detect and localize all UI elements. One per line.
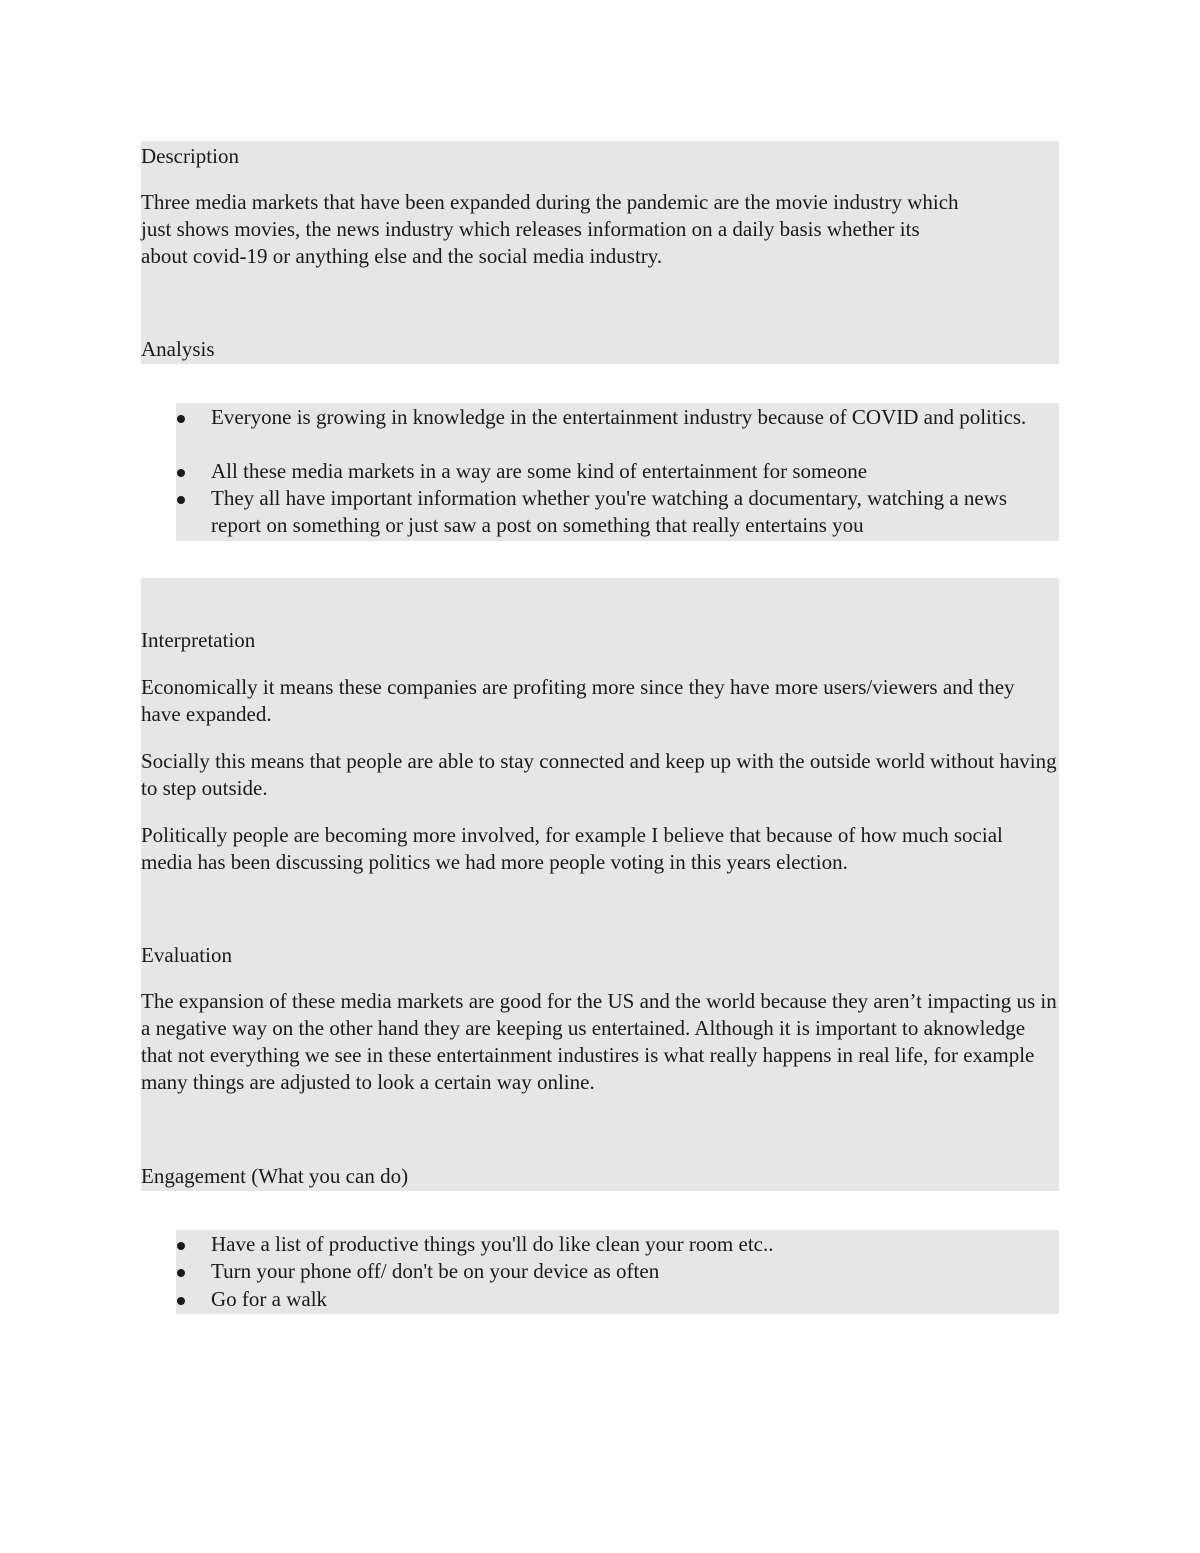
description-line: Three media markets that have been expanded during the pandemic are the movie industry which: [141, 190, 959, 214]
bullet-icon: [177, 496, 185, 504]
interpretation-heading: Interpretation: [141, 628, 256, 652]
bullet-icon: [177, 469, 185, 477]
analysis-heading: Analysis: [141, 337, 215, 361]
description-heading: Description: [141, 144, 239, 168]
interpretation-paragraph: Politically people are becoming more involved, for example I believe that because of how much social media has been discussing politics we had more people voting in this years election.: [141, 823, 1003, 874]
interpretation-evaluation-background: [141, 578, 1059, 1191]
evaluation-heading: Evaluation: [141, 943, 232, 967]
bullet-icon: [177, 415, 185, 423]
interpretation-paragraph: Economically it means these companies are profiting more since they have more users/viewers and they have expanded.: [141, 675, 1015, 726]
bullet-icon: [177, 1242, 185, 1250]
bullet-icon: [177, 1297, 185, 1305]
analysis-list-item: All these media markets in a way are some kind of entertainment for someone: [211, 459, 868, 483]
analysis-list-item: They all have important information whether you're watching a documentary, watching a news report on something or just saw a post on something that really entertains you: [211, 486, 1008, 537]
engagement-heading: Engagement (What you can do): [141, 1164, 409, 1188]
description-line: about covid-19 or anything else and the social media industry.: [141, 244, 663, 268]
engagement-list-item: Have a list of productive things you'll do like clean your room etc..: [211, 1232, 774, 1256]
evaluation-paragraph: The expansion of these media markets are good for the US and the world because they aren’t impacting us in a negative way on the other hand they are keeping us entertained. Although it is important to aknowledge that not everything we see in these entertainment industires is what really happens in real life, for example many things are adjusted to look a certain way online.: [141, 989, 1057, 1094]
interpretation-paragraph: Socially this means that people are able to stay connected and keep up with the outside world without having to step outside.: [141, 749, 1057, 800]
engagement-list-item: Turn your phone off/ don't be on your device as often: [211, 1259, 660, 1283]
analysis-list-item: Everyone is growing in knowledge in the entertainment industry because of COVID and politics.: [211, 405, 1027, 429]
bullet-icon: [177, 1269, 185, 1277]
engagement-list-item: Go for a walk: [211, 1287, 328, 1311]
description-line: just shows movies, the news industry which releases information on a daily basis whether its: [141, 217, 920, 241]
